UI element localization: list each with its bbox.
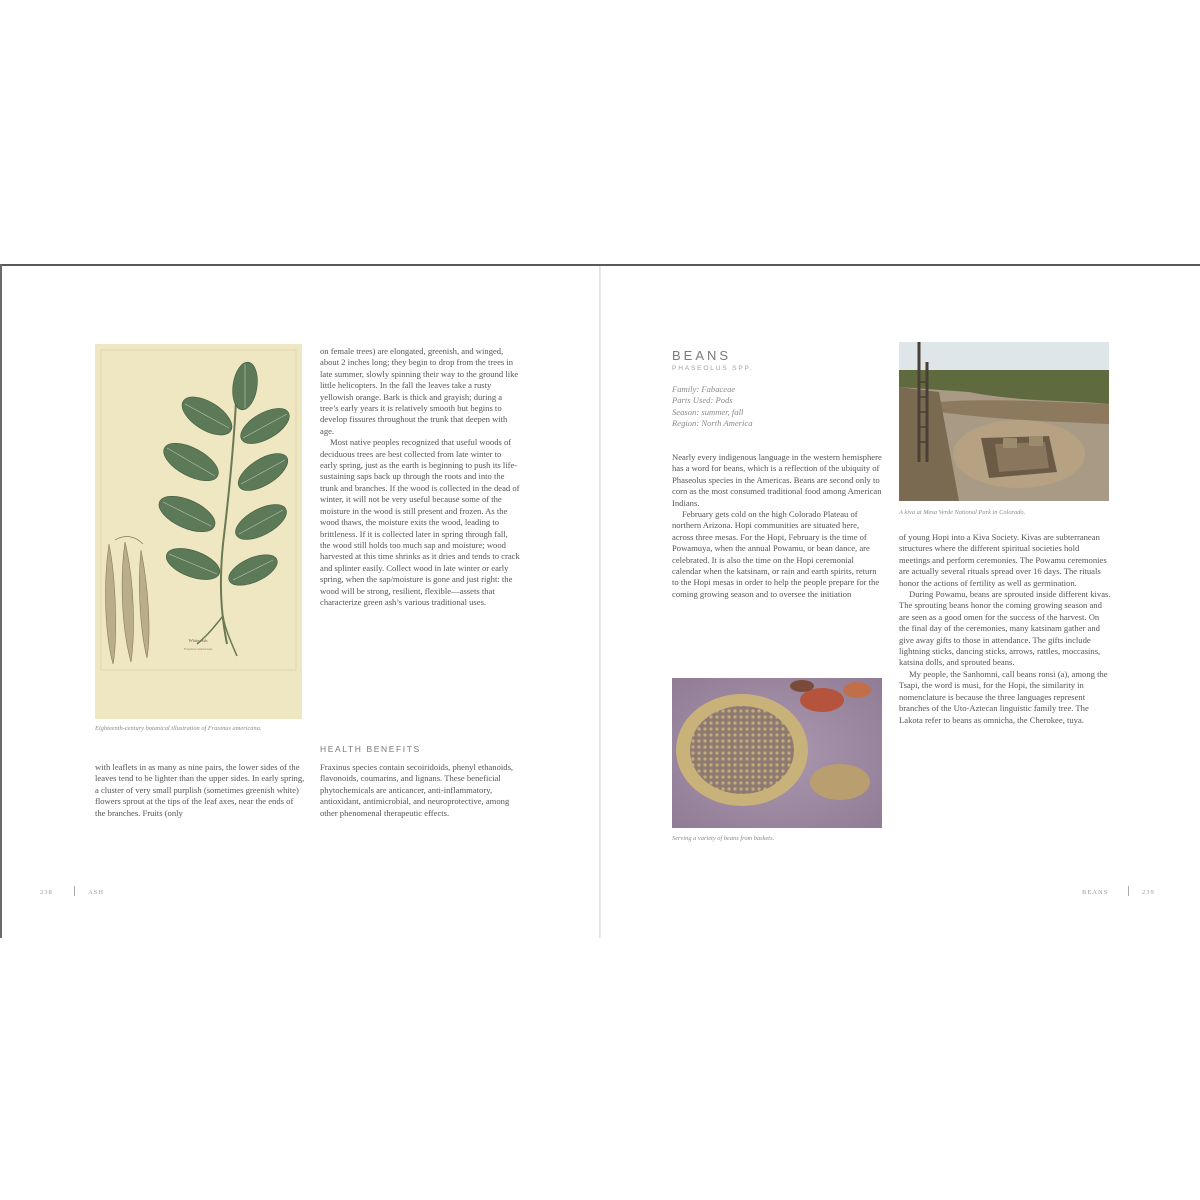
left-page-right-column <box>320 346 520 608</box>
beans-baskets-photo <box>672 678 882 828</box>
left-running-head: ASH <box>88 889 105 896</box>
right-running-head: BEANS <box>1082 889 1109 896</box>
paragraph: Nearly every indigenous language in the western hemisphere has a word for beans, which is a reflection of the ubiquity of Phaseolus species in the Americas. Beans are second only to corn as the most consumed traditional food among American Indians. <box>672 452 882 508</box>
plate-caption: Eighteenth-century botanical illustration of Fraxinus americana. <box>95 725 262 732</box>
left-page-number: 238 <box>40 889 53 896</box>
kiva-photo <box>899 342 1109 501</box>
paragraph: on female trees) are elongated, greenish, and winged, about 2 inches long; they begin to drop from the trees in late summer, slowly spinning their way to the ground like little helicopters. In the fall the leaves take a rusty yellowish orange. Bark is thick and grayish; during a tree’s early years it is relatively smooth but begins to develop fissures throughout the trunk that deepen with age. <box>320 346 519 436</box>
paragraph: My people, the Sanhomni, call beans ronsi (a), among the Tsapi, the word is musi, for the Hopi, the similarity in nomenclature is because the three languages represent branches of the Uto-Aztecan linguistic family tree. The Lakota refer to beans as omnicha, the Cherokee, tuya. <box>899 668 1108 725</box>
paragraph: During Powamu, beans are sprouted inside different kivas. The sprouting beans honor the coming growing season and are seen as a good omen for the success of the harvest. On the final day of the ceremonies, many katsinam gather and give away gifts to those in attendance. The gifts include lightning sticks, dancing sticks, arrows, rattles, moccasins, katsina dolls, and sprouted beans. <box>899 589 1111 668</box>
section-subtitle: PHASEOLUS SPP. <box>672 365 754 372</box>
left-footer-divider <box>74 886 75 896</box>
paragraph: of young Hopi into a Kiva Society. Kivas are subterranean structures where the different spiritual societies hold meetings and perform ceremonies. The Powamu ceremonies are actually several rituals spread over 16 days. The rituals honor the actions of fertility as well as germination. <box>899 532 1107 588</box>
left-border <box>0 264 2 938</box>
right-page-right-column <box>899 532 1111 726</box>
ash-leaf-illustration <box>95 344 302 987</box>
fact-region: Region: North America <box>672 418 753 429</box>
kiva-caption: A kiva at Mesa Verde National Park in Colorado. <box>899 509 1026 516</box>
paragraph: Most native peoples recognized that useful woods of deciduous trees are best collected from late winter to early spring, just as the earth is beginning to push its life-sustaining saps back up through the roots and into the trunk and branches. If the wood is collected in the dead of winter, it will not be very useful because some of the moisture in the wood is still present and frozen. As the wood thaws, the moisture exits the wood, leading to brittleness. If it is collected later in spring through fall, the wood still holds too much sap and moisture; wood harvested at this time shrinks as it dries and tends to crack and splinter easily. Collect wood in late winter or early spring, when the sap/moisture is gone and just right: the wood will be strong, resilient, flexible—assets that characterize green ash’s various traditional uses. <box>320 437 520 607</box>
book-gutter <box>599 266 601 938</box>
right-footer-divider <box>1128 886 1129 896</box>
health-benefits-text: Fraxinus species contain secoiridoids, phenyl ethanoids, flavonoids, coumarins, and lignans. These beneficial phytochemicals are anticancer, anti-inflammatory, antioxidant, antimicrobial, and neuroprotective, among other phenomenal therapeutic effects. <box>320 762 514 818</box>
left-column-bottom-text: with leaflets in as many as nine pairs, the lower sides of the leaves tend to be lighter than the upper sides. In early spring, a cluster of very small purplish (sometimes greenish white) flowers sprout at the tips of the leaf axes, near the ends of the branches. Fruits (only <box>95 762 305 818</box>
facts-list <box>672 384 862 430</box>
fact-family: Family: Fabaceae <box>672 384 736 394</box>
right-page-number: 239 <box>1142 889 1155 896</box>
fact-season: Season: summer, fall <box>672 406 744 417</box>
section-title: BEANS <box>672 348 732 363</box>
book-spread <box>0 264 1200 938</box>
paragraph: February gets cold on the high Colorado Plateau of northern Arizona. Hopi communities are situated here, across three mesas. For the Hopi, February is the time of Powamuya, when the annual Powamu, or bean dance, are celebrated. It is also the time on the Hopi ceremonial calendar when the katsinam, or rain and earth spirits, return to the Hopi mesas in order to help the people prepare for the coming growing season and to oversee the initiation <box>672 509 880 599</box>
plate-label: White Ash <box>188 638 208 643</box>
fact-parts: Parts Used: Pods <box>672 395 733 406</box>
health-benefits-heading: HEALTH BENEFITS <box>320 744 421 754</box>
baskets-caption: Serving a variety of beans from baskets. <box>672 835 775 842</box>
plate-sublabel: Fraxinus americana <box>183 647 213 651</box>
right-page-left-column <box>672 452 882 600</box>
